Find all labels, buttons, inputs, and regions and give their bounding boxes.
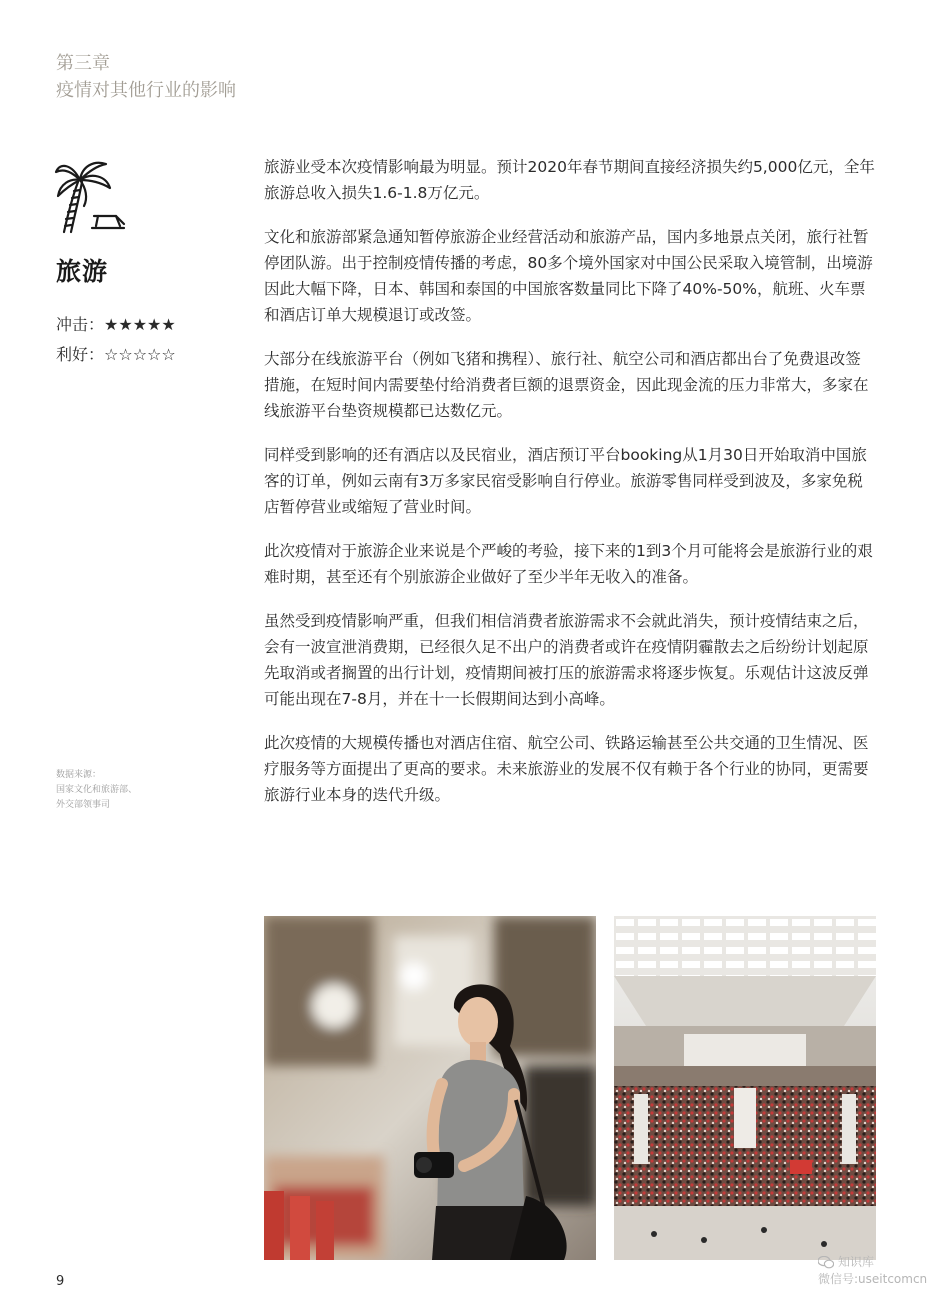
wechat-icon [818, 1256, 834, 1269]
palm-tree-lounge-icon [54, 158, 126, 234]
source-line: 外交部领事司 [56, 800, 111, 810]
chapter-heading [56, 50, 236, 104]
benefit-rating: 利好：☆☆☆☆☆ [56, 345, 176, 364]
data-source-note [56, 768, 137, 813]
paragraph: 文化和旅游部紧急通知暂停旅游企业经营活动和旅游产品，国内多地景点关闭，旅行社暂停团队游。出于控制疫情传播的考虑，80多个境外国家对中国公民采取入境管制，出境游因此大幅下降，日本、韩国和泰国的中国旅客数量同比下降了40%-50%，航班、火车票和酒店订单大规模退订或改签。 [264, 228, 873, 324]
watermark [818, 1254, 927, 1288]
paragraph: 此次疫情对于旅游企业来说是个严峻的考验，接下来的1到3个月可能将会是旅游行业的艰难时期，甚至还有个别旅游企业做好了至少半年无收入的准备。 [264, 542, 873, 586]
paragraph: 旅游业受本次疫情影响最为明显。预计2020年春节期间直接经济损失约5,000亿元，全年旅游总收入损失1.6-1.8万亿元。 [264, 158, 875, 202]
paragraph: 同样受到影响的还有酒店以及民宿业，酒店预订平台booking从1月30日开始取消中国旅客的订单，例如云南有3万多家民宿受影响自行停业。旅游零售同样受到波及，多家免税店暂停营业或缩短了营业时间。 [264, 446, 867, 516]
watermark-account: 微信号:useitcomcn [818, 1272, 928, 1286]
source-line: 国家文化和旅游部、 [56, 785, 138, 795]
section-title: 旅游 [56, 257, 109, 286]
impact-rating: 冲击：★★★★★ [56, 315, 176, 334]
paragraph: 此次疫情的大规模传播也对酒店住宿、航空公司、铁路运输甚至公共交通的卫生情况、医疗服务等方面提出了更高的要求。未来旅游业的发展不仅有赖于各个行业的协同，更需要旅游行业本身的迭代升级。 [264, 734, 869, 804]
chapter-label: 第三章 [56, 53, 110, 74]
paragraph: 大部分在线旅游平台（例如飞猪和携程）、旅行社、航空公司和酒店都出台了免费退改签措施，在短时间内需要垫付给消费者巨额的退票资金，因此现金流的压力非常大，多家在线旅游平台垫资规模都已达数亿元。 [264, 350, 869, 420]
chapter-subtitle: 疫情对其他行业的影响 [56, 80, 236, 101]
watermark-brand: 知识库 [838, 1255, 875, 1269]
paragraph: 虽然受到疫情影响严重，但我们相信消费者旅游需求不会就此消失，预计疫情结束之后，会有一波宣泄消费期，已经很久足不出户的消费者或许在疫情阴霾散去之后纷纷计划起原先取消或者搁置的出行计划，疫情期间被打压的旅游需求将逐步恢复。乐观估计这波反弹可能出现在7-8月，并在十一长假期间达到小高峰。 [264, 612, 869, 708]
article-body [264, 154, 876, 826]
railway-station-photo [614, 916, 876, 1260]
traveler-photo [264, 916, 596, 1260]
source-line: 数据来源： [56, 770, 102, 780]
page-number: 9 [56, 1274, 65, 1289]
